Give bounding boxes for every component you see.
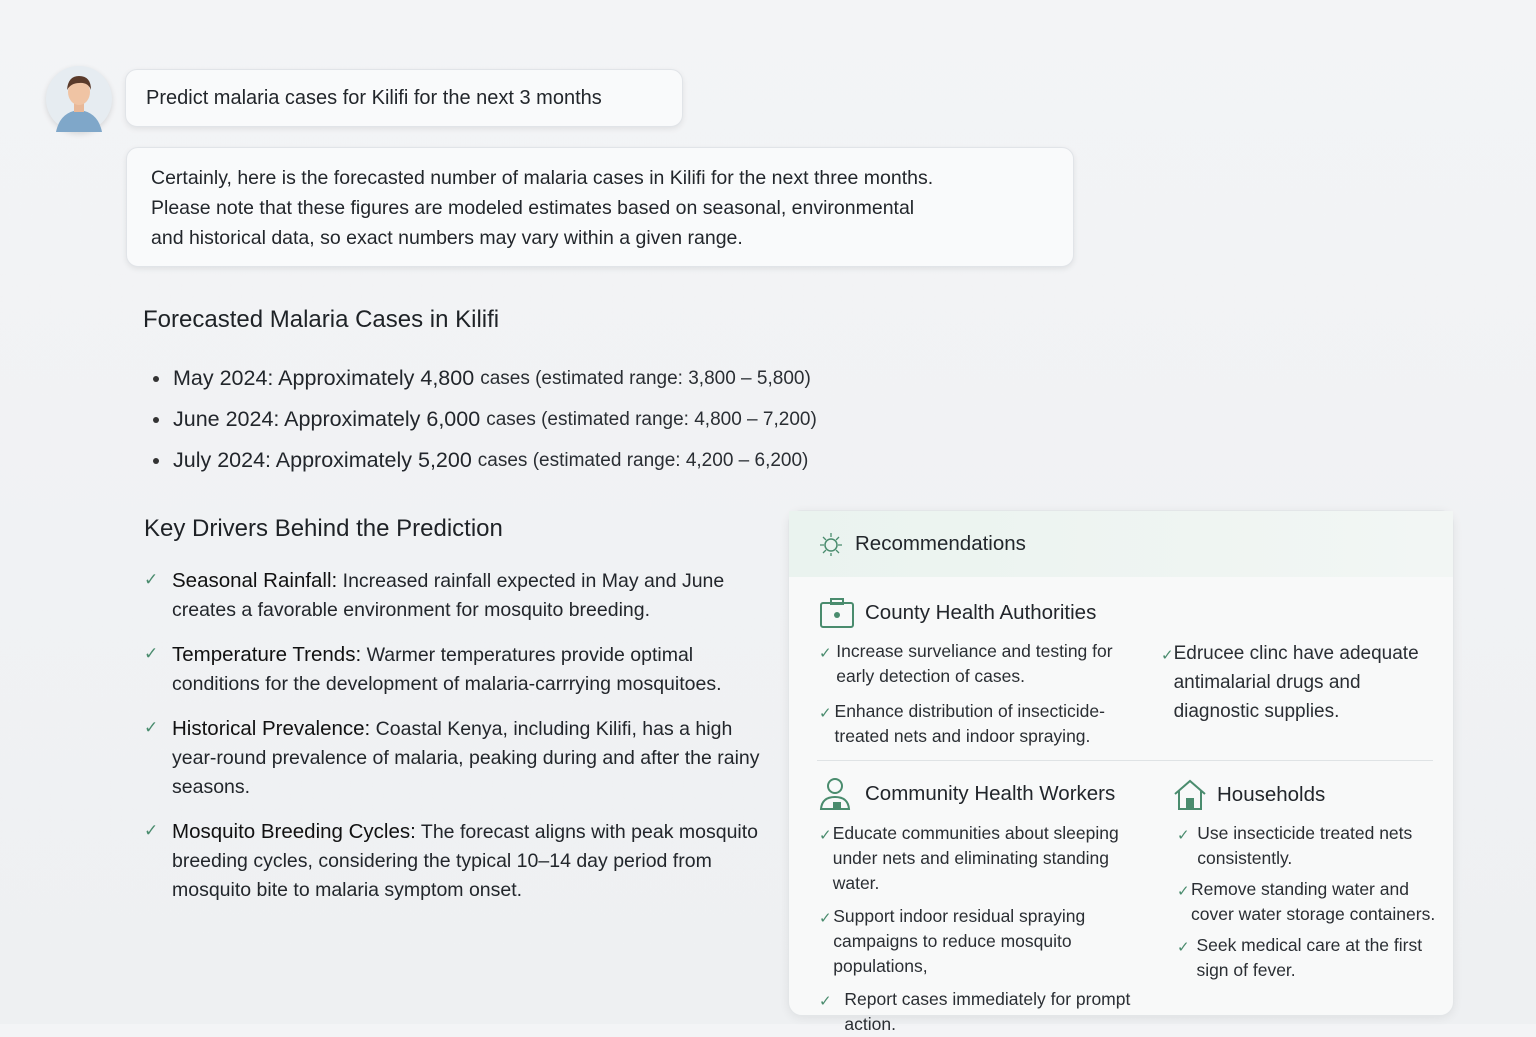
driver-text: Coastal Kenya, including Kilifi, has a high year-round prevalence of malaria, peaking during and after the rainy seasons.	[172, 718, 760, 798]
response-line: Certainly, here is the forecasted number of malaria cases in Kilifi for the next three months.	[151, 167, 934, 189]
rec-item	[819, 639, 1149, 689]
forecast-lead: May 2024: Approximately 4,800	[173, 366, 475, 390]
rec-text: Seek medical care at the first sign of fever.	[1196, 935, 1423, 980]
forecast-range: cases (estimated range: 4,200 – 6,200)	[477, 449, 809, 471]
sun-icon	[815, 530, 847, 558]
check-icon: ✓	[144, 570, 159, 589]
driver-label: Mosquito Breeding Cycles:	[172, 820, 416, 843]
forecast-lead: July 2024: Approximately 5,200	[173, 448, 472, 472]
rec-item	[819, 699, 1149, 749]
rec-item	[1177, 821, 1443, 871]
check-icon: ✓	[144, 821, 159, 840]
check-icon: ✓	[819, 705, 832, 722]
rec-text: Report cases immediately for prompt action.	[844, 989, 1131, 1034]
response-line: and historical data, so exact numbers may vary within a given range.	[151, 227, 743, 249]
rec-text: Remove standing water and cover water storage containers.	[1191, 879, 1436, 924]
forecast-item	[153, 358, 817, 399]
county-heading	[819, 597, 1096, 629]
forecast-heading: Forecasted Malaria Cases in Kilifi	[143, 306, 500, 333]
chw-heading	[819, 777, 1115, 811]
check-icon: ✓	[819, 993, 832, 1010]
user-message: Predict malaria cases for Kilifi for the next 3 months	[125, 69, 683, 127]
forecast-item	[153, 440, 817, 481]
rec-item	[1161, 639, 1441, 726]
rec-item	[819, 821, 1159, 896]
rec-text: Support indoor residual spraying campaigns to reduce mosquito populations,	[833, 906, 1086, 976]
recommendations-header	[789, 511, 1453, 577]
rec-text: Educate communities about sleeping under nets and eliminating standing water.	[832, 823, 1119, 893]
recommendations-card	[788, 510, 1454, 1034]
forecast-list	[153, 358, 817, 481]
county-title: County Health Authorities	[865, 601, 1097, 624]
check-icon: ✓	[1177, 939, 1190, 956]
user-avatar	[46, 66, 112, 132]
households-list	[1177, 821, 1443, 983]
rec-item	[1177, 877, 1443, 927]
check-icon: ✓	[1177, 827, 1190, 844]
driver-item	[144, 640, 769, 699]
forecast-lead: June 2024: Approximately 6,000	[173, 407, 481, 431]
house-icon	[1173, 779, 1207, 811]
chw-title: Community Health Workers	[865, 782, 1116, 805]
rec-text: Increase surveliance and testing for early detection of cases.	[836, 641, 1113, 686]
recommendations-title: Recommendations	[855, 532, 1026, 555]
rec-item	[819, 904, 1159, 979]
medical-kit-icon	[819, 597, 855, 629]
forecast-range: cases (estimated range: 4,800 – 7,200)	[486, 408, 817, 430]
driver-item	[144, 714, 769, 802]
driver-item	[144, 566, 769, 625]
driver-text: The forecast aligns with peak mosquito breeding cycles, considering the typical 10–14 day period from mosquito bite to malaria symptom onset.	[172, 821, 759, 901]
drivers-list	[144, 566, 769, 920]
response-line: Please note that these figures are modeled estimates based on seasonal, environmental	[151, 197, 915, 219]
forecast-range: cases (estimated range: 3,800 – 5,800)	[480, 367, 811, 389]
health-worker-icon	[819, 777, 855, 811]
rec-item	[819, 987, 1179, 1037]
rec-text: Edrucee clinc have adequate antimalarial drugs and diagnostic supplies.	[1173, 643, 1419, 722]
check-icon: ✓	[144, 644, 159, 663]
drivers-heading: Key Drivers Behind the Prediction	[144, 515, 503, 542]
driver-label: Seasonal Rainfall:	[172, 569, 338, 592]
check-icon: ✓	[1161, 647, 1174, 664]
assistant-message	[126, 147, 1074, 267]
driver-label: Historical Prevalence:	[172, 717, 371, 740]
check-icon: ✓	[819, 910, 832, 927]
county-list-left	[819, 639, 1149, 749]
check-icon: ✓	[819, 645, 832, 662]
driver-item	[144, 817, 769, 905]
rec-item	[1177, 933, 1443, 983]
driver-label: Temperature Trends:	[172, 643, 362, 666]
households-title: Households	[1217, 783, 1326, 806]
check-icon: ✓	[1177, 883, 1190, 900]
forecast-item	[153, 399, 817, 440]
driver-text: Increased rainfall expected in May and June creates a favorable environment for mosquito breeding.	[172, 570, 725, 621]
households-heading	[1173, 779, 1325, 811]
divider	[817, 760, 1433, 761]
driver-text: Warmer temperatures provide optimal conditions for the development of malaria-carrrying mosquitoes.	[172, 644, 722, 695]
check-icon: ✓	[144, 718, 159, 737]
check-icon: ✓	[819, 827, 832, 844]
chw-list	[819, 821, 1179, 1037]
rec-text: Use insecticide treated nets consistently.	[1197, 823, 1413, 868]
rec-text: Enhance distribution of insecticide-treated nets and indoor spraying.	[834, 701, 1105, 746]
